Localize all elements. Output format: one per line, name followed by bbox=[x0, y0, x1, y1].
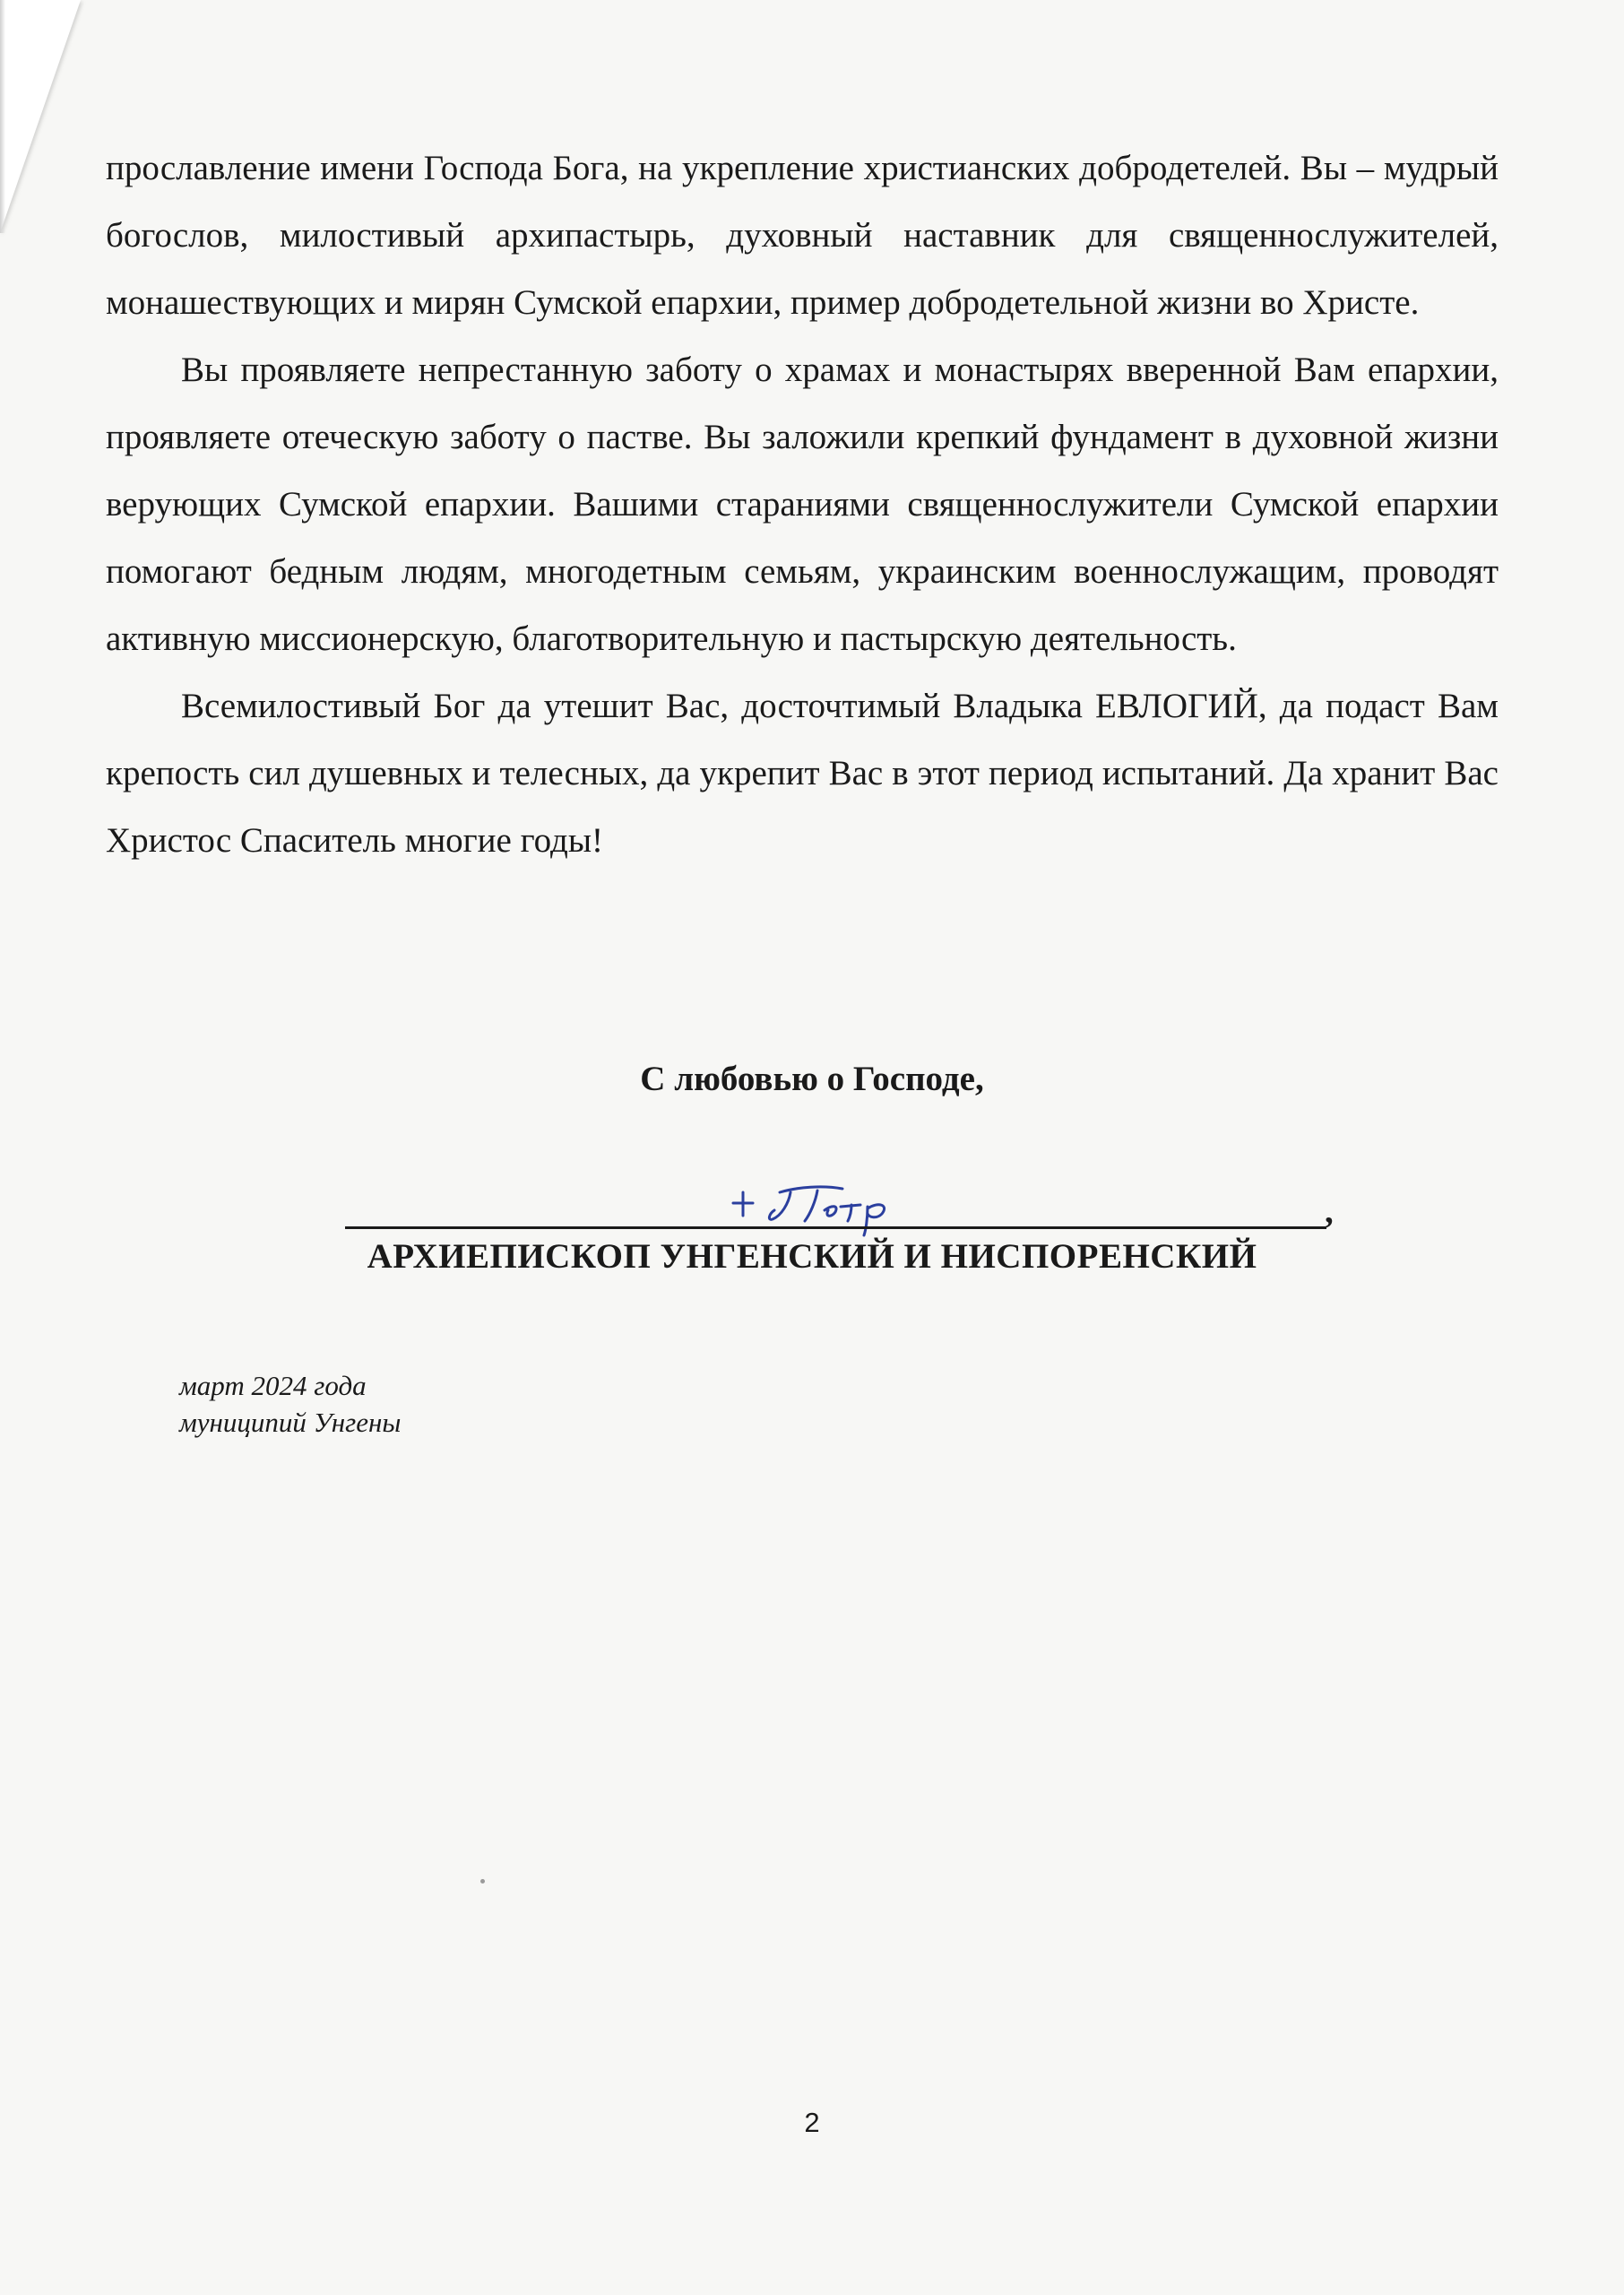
scan-speck bbox=[480, 1879, 485, 1884]
letter-body bbox=[106, 134, 1499, 874]
signatory-title: АРХИЕПИСКОП УНГЕНСКИЙ И НИСПОРЕНСКИЙ bbox=[367, 1237, 1257, 1276]
paragraph-1: прославление имени Господа Бога, на укрепление христианских добродетелей. Вы – мудрый богослов, милостивый архипастырь, духовный наставник для священнослужителей, монашествующих и мирян Сумской епархии, пример добродетельной жизни во Христе. bbox=[106, 149, 1499, 322]
signature-line bbox=[345, 1226, 1326, 1229]
paragraph-3: Всемилостивый Бог да утешит Вас, досточтимый Владыка ЕВЛОГИЙ, да подаст Вам крепость сил душевных и телесных, да укрепит Вас в этот период испытаний. Да хранит Вас Христос Спаситель многие годы! bbox=[106, 687, 1499, 860]
letter-place: муниципий Унгены bbox=[179, 1407, 402, 1438]
letter-date: март 2024 года bbox=[179, 1370, 367, 1401]
date-place-block bbox=[179, 1367, 401, 1441]
page-number: 2 bbox=[804, 2107, 820, 2138]
paragraph-2: Вы проявляете непрестанную заботу о храмах и монастырях вверенной Вам епархии, проявляете отеческую заботу о пастве. Вы заложили крепкий фундамент в духовной жизни верующих Сумской епархии. Вашими стараниями священнослужители Сумской епархии помогают бедным людям, многодетным семьям, украинским военнослужащим, проводят активную миссионерскую, благотворительную и пастырскую деятельность. bbox=[106, 351, 1499, 658]
signature-comma: , bbox=[1325, 1192, 1334, 1231]
corner-shadow bbox=[0, 0, 5, 233]
closing-salutation: С любовью о Господе, bbox=[640, 1060, 984, 1098]
folded-corner bbox=[0, 0, 81, 233]
